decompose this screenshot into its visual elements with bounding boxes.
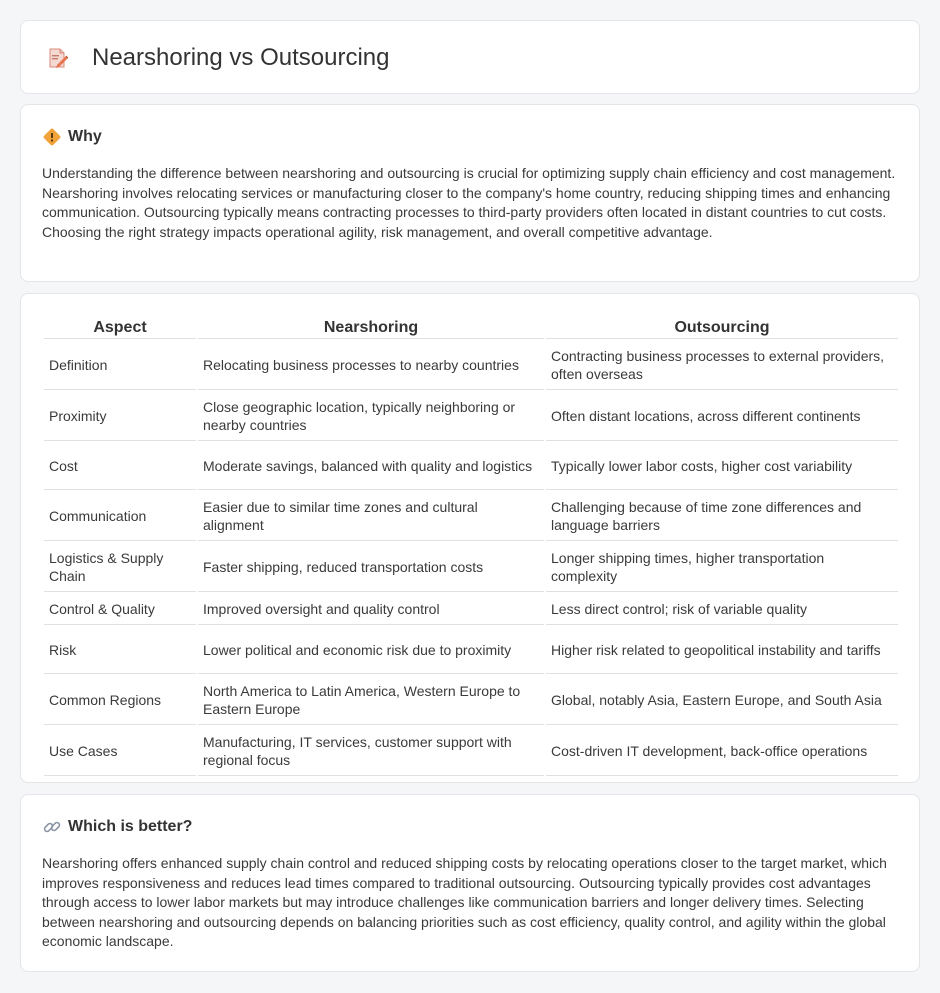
why-section	[20, 104, 920, 282]
page-title: Nearshoring vs Outsourcing	[92, 44, 390, 71]
table-cell: Moderate savings, balanced with quality and logistics	[198, 443, 544, 490]
header-aspect: Aspect	[44, 318, 196, 339]
table-cell: Use Cases	[44, 727, 196, 776]
table-cell: Cost-driven IT development, back-office operations	[546, 727, 898, 776]
header-nearshoring: Nearshoring	[198, 318, 544, 339]
table-row	[44, 492, 898, 541]
why-title: Why	[68, 128, 102, 145]
why-text: Understanding the difference between nearshoring and outsourcing is crucial for optimizing supply chain efficiency and cost management. Nearshoring involves relocating services or manufacturing closer to the company's home country, reducing shipping times and enhancing communication. Outsourcing typically means contracting processes to third-party providers often located in distant countries to cut costs. Choosing the right strategy impacts operational agility, risk management, and overall competitive advantage.	[42, 165, 896, 240]
table-header-row	[44, 318, 898, 339]
table-cell: Improved oversight and quality control	[198, 594, 544, 625]
table-cell: Manufacturing, IT services, customer support with regional focus	[198, 727, 544, 776]
table-cell: Logistics & Supply Chain	[44, 543, 196, 592]
which-heading	[42, 817, 192, 837]
table-row	[44, 676, 898, 725]
table-row	[44, 594, 898, 625]
diamond-sign-icon	[42, 127, 62, 147]
link-icon	[42, 817, 62, 837]
table-cell: Relocating business processes to nearby countries	[198, 341, 544, 390]
table-cell: Risk	[44, 627, 196, 674]
table-cell: Easier due to similar time zones and cultural alignment	[198, 492, 544, 541]
header-outsourcing: Outsourcing	[546, 318, 898, 339]
table-cell: Less direct control; risk of variable quality	[546, 594, 898, 625]
table-row	[44, 543, 898, 592]
table-cell: Cost	[44, 443, 196, 490]
table-cell: Contracting business processes to external providers, often overseas	[546, 341, 898, 390]
which-text: Nearshoring offers enhanced supply chain control and reduced shipping costs by relocating operations closer to the target market, which improves responsiveness and reduces lead times compared to traditional outsourcing. Outsourcing typically provides cost advantages through access to lower labor markets but may introduce challenges like communication barriers and longer delivery times. Selecting between nearshoring and outsourcing depends on balancing priorities such as cost efficiency, quality control, and agility within the global economic landscape.	[42, 855, 887, 950]
table-cell: Global, notably Asia, Eastern Europe, and South Asia	[546, 676, 898, 725]
table-cell: Close geographic location, typically neighboring or nearby countries	[198, 392, 544, 441]
table-row	[44, 443, 898, 490]
header-card	[20, 20, 920, 94]
table-cell: Proximity	[44, 392, 196, 441]
which-section	[20, 794, 920, 972]
table-cell: Faster shipping, reduced transportation costs	[198, 543, 544, 592]
table-cell: Often distant locations, across different continents	[546, 392, 898, 441]
document-pencil-icon	[47, 47, 69, 69]
table-cell: Challenging because of time zone differences and language barriers	[546, 492, 898, 541]
table-cell: Control & Quality	[44, 594, 196, 625]
table-row	[44, 627, 898, 674]
table-cell: Communication	[44, 492, 196, 541]
table-cell: Definition	[44, 341, 196, 390]
table-row	[44, 341, 898, 390]
table-cell: North America to Latin America, Western Europe to Eastern Europe	[198, 676, 544, 725]
table-cell: Longer shipping times, higher transportation complexity	[546, 543, 898, 592]
which-title: Which is better?	[68, 818, 193, 835]
table-cell: Higher risk related to geopolitical instability and tariffs	[546, 627, 898, 674]
comparison-table-card	[20, 293, 920, 783]
why-heading	[42, 127, 102, 147]
table-cell: Common Regions	[44, 676, 196, 725]
table-row	[44, 727, 898, 776]
table-cell: Lower political and economic risk due to proximity	[198, 627, 544, 674]
comparison-table	[42, 316, 900, 778]
table-cell: Typically lower labor costs, higher cost variability	[546, 443, 898, 490]
table-row	[44, 392, 898, 441]
